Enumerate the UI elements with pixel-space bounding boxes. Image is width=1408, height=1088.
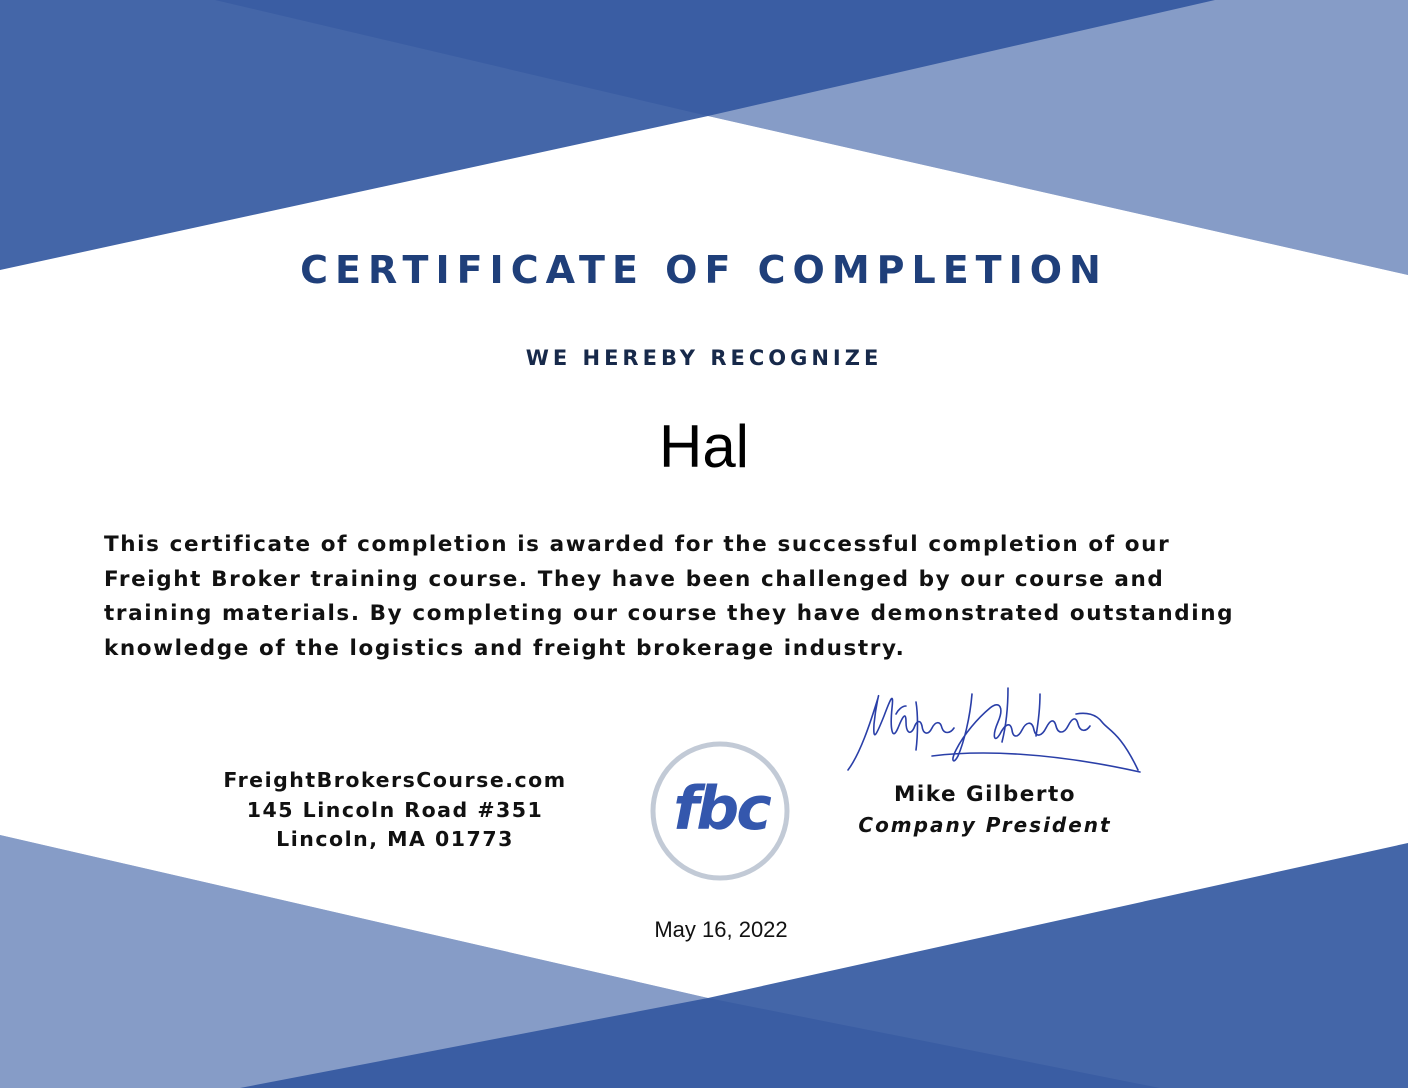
body-line: This certificate of completion is awarded for the successful completion of our	[104, 532, 1171, 557]
body-line: training materials. By completing our course they have demonstrated outstanding	[104, 601, 1235, 626]
certificate-body	[104, 528, 1304, 666]
certificate-title: CERTIFICATE OF COMPLETION	[300, 248, 1108, 292]
recipient-name: Hal	[658, 413, 750, 480]
company-address	[195, 766, 595, 855]
company-street: 145 Lincoln Road #351	[246, 797, 544, 822]
body-line: knowledge of the logistics and freight brokerage industry.	[104, 635, 906, 661]
handwritten-signature-icon	[840, 684, 1145, 779]
fbc-logo-icon	[649, 740, 791, 882]
signatory-title: Company President	[858, 813, 1112, 837]
certificate-date: May 16, 2022	[654, 917, 788, 942]
company-website: FreightBrokersCourse.com	[223, 768, 567, 792]
body-line: Freight Broker training course. They have been challenged by our course and	[104, 566, 1165, 592]
company-city: Lincoln, MA 01773	[276, 827, 514, 851]
signatory-name: Mike Gilberto	[893, 782, 1077, 807]
logo-text: fbc	[673, 774, 769, 844]
certificate-subtitle: WE HEREBY RECOGNIZE	[525, 346, 883, 370]
